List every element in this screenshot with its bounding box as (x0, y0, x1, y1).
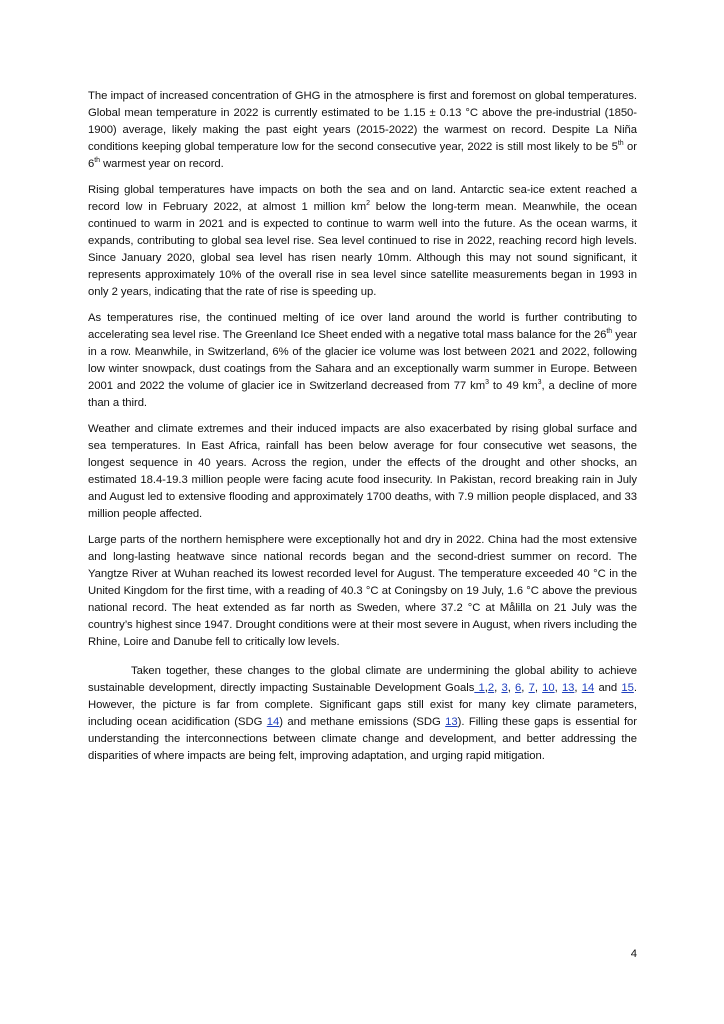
sdg-link-7[interactable]: 7 (528, 682, 535, 694)
text-run: warmest year on record. (99, 158, 224, 170)
text-run: The impact of increased concentration of GHG in the atmosphere is first and foremost on global temperatures. Global mean temperature in 2022 is currently estimated to be 1.15 ± 0.13 °C above the pre-industrial (1850-1900) average, likely making the past eight years (2015-2022) the warmest on record. Despite La Niña conditions keeping global temperature low for the second consecutive year, 2022 is still most likely to be 5 (88, 90, 637, 153)
paragraph-ice-melting (88, 310, 637, 412)
separator: , (494, 682, 502, 694)
page-body (88, 88, 637, 774)
text-run: . However, the picture is far from complete. Significant gaps still exist for many key climate parameters, including ocean acidification (SDG (88, 682, 637, 728)
separator: , (554, 682, 562, 694)
separator: , (574, 682, 582, 694)
text-run: or 6 (88, 141, 637, 170)
separator: and (594, 682, 622, 694)
sdg-link-1[interactable]: 1 (474, 682, 485, 694)
sdg-link-6[interactable]: 6 (515, 682, 522, 694)
superscript: th (94, 157, 100, 165)
sdg-link-14-ocean[interactable]: 14 (266, 716, 280, 728)
text-run: Taken together, these changes to the global climate are undermining the global ability to achieve sustainable development, directly impacting Sustainable Development Goals (88, 665, 637, 694)
sdg-link-14[interactable]: 14 (581, 682, 595, 694)
superscript: th (606, 328, 613, 336)
text-run: Rising global temperatures have impacts on both the sea and on land. Antarctic sea-ice extent reached a record low in February 2022, at almost 1 million km (88, 184, 637, 213)
sdg-link-13-methane[interactable]: 13 (445, 716, 458, 728)
paragraph-extremes: Weather and climate extremes and their induced impacts are also exacerbated by rising global surface and sea temperatures. In East Africa, rainfall has been below average for four consecutive wet seasons, the longest sequence in 40 years. Across the region, under the effects of the drought and other shocks, an estimated 18.4-19.3 million people were facing acute food insecurity. In Pakistan, record breaking rain in July and August led to extensive flooding and approximately 1700 deaths, with 7.9 million people displaced, and 33 million people affected. (88, 423, 637, 520)
text-run: , a decline of more than a third. (88, 380, 637, 409)
sdg-link-3[interactable]: 3 (501, 682, 508, 694)
text-run: below the long-term mean. Meanwhile, the ocean continued to warm in 2021 and is expected to continue to warm well into the future. As the ocean warms, it expands, contributing to global sea level rise. Sea level continued to rise in 2022, reaching record high levels. Since January 2020, global sea level has risen nearly 10mm. Although this may not sound significant, it represents approximately 10% of the overall rise in sea level since satellite measurements began in 1993 in only 2 years, indicating that the rate of rise is speeding up. (88, 201, 638, 298)
page-number: 4 (630, 948, 637, 960)
text-run: ). Filling these gaps is essential for understanding the interconnections between climate change and development, and better addressing the disparities of where impacts are being felt, improving adaptation, and urging rapid mitigation. (88, 716, 637, 762)
superscript: 3 (537, 379, 542, 387)
superscript: 2 (366, 200, 370, 208)
text-run: As temperatures rise, the continued melting of ice over land around the world is further contributing to accelerating sea level rise. The Greenland Ice Sheet ended with a negative total mass balance for the 26 (88, 312, 637, 341)
paragraph-heatwaves: Large parts of the northern hemisphere were exceptionally hot and dry in 2022. China had the most extensive and long-lasting heatwave since national records began and the second-driest summer on record. The Yangtze River at Wuhan reached its lowest recorded level for August. The temperature exceeded 40 °C in the United Kingdom for the first time, with a reading of 40.3 °C at Coningsby on 19 July, 1.6 °C above the previous national record. The heat extended as far north as Sweden, where 37.2 °C at Målilla on 21 July was the country’s highest since 1947. Drought conditions were at their most severe in August, when rivers including the Rhine, Loire and Danube fell to critically low levels. (88, 534, 637, 648)
paragraph-sdg-impacts (88, 663, 637, 765)
superscript: 3 (485, 379, 489, 387)
sdg-link-2[interactable]: 2 (487, 682, 495, 694)
sdg-link-13[interactable]: 13 (561, 682, 575, 694)
sdg-link-15[interactable]: 15 (621, 682, 634, 694)
paragraph-global-temperatures (88, 88, 637, 173)
separator: , (521, 682, 529, 694)
text-run: ) and methane emissions (SDG (279, 716, 446, 728)
separator: , (507, 682, 516, 694)
separator: , (484, 682, 488, 694)
paragraph-sea-and-land (88, 182, 637, 301)
text-run: year in a row. Meanwhile, in Switzerland, 6% of the glacier ice volume was lost between 2021 and 2022, following low winter snowpack, dust coatings from the Sahara and an exceptionally warm summer in Europe. Between 2001 and 2022 the volume of glacier ice in Switzerland decreased from 77 km (88, 329, 637, 392)
text-run: to 49 km (488, 380, 538, 392)
separator: , (534, 682, 543, 694)
superscript: th (617, 140, 624, 148)
sdg-link-10[interactable]: 10 (542, 682, 555, 694)
